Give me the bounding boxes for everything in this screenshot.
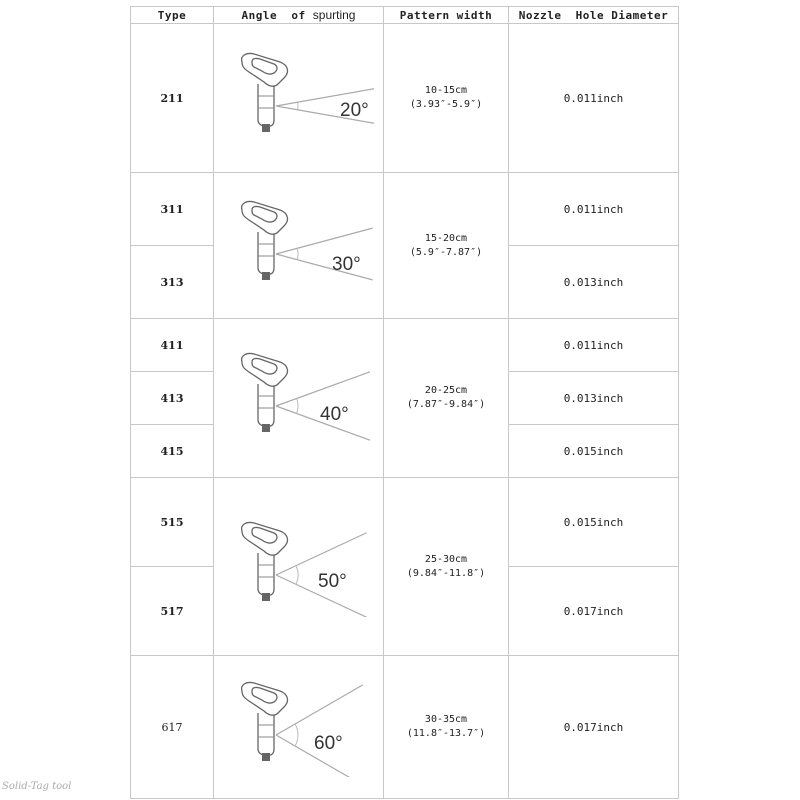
diameter-cell: 0.011inch — [509, 24, 679, 173]
diameter-cell: 0.015inch — [509, 425, 679, 478]
diameter-cell: 0.017inch — [509, 656, 679, 799]
pattern-width-inch: (9.84″-11.8″) — [406, 567, 486, 579]
diameter-cell: 0.017inch — [509, 567, 679, 656]
table-row — [131, 24, 679, 173]
pattern-width-cell — [384, 319, 509, 478]
angle-cell — [214, 319, 384, 478]
pattern-width-cell — [384, 24, 509, 173]
table-row — [131, 656, 679, 799]
header-angle — [214, 7, 384, 24]
pattern-width-cm: 25-30cm — [424, 553, 468, 565]
type-cell: 617 — [131, 656, 214, 799]
type-cell: 515 — [131, 478, 214, 567]
pattern-width-cell — [384, 173, 509, 319]
nozzle-body — [241, 201, 287, 280]
diameter-cell: 0.011inch — [509, 173, 679, 246]
table-row — [131, 319, 679, 372]
angle-cell — [214, 24, 384, 173]
nozzle-body — [241, 353, 287, 432]
watermark: Solid-Tag tool — [2, 781, 72, 792]
type-cell: 517 — [131, 567, 214, 656]
angle-label: 50° — [317, 570, 347, 592]
header-angle-prefix: Angle of — [241, 9, 306, 22]
pattern-width-cell — [384, 656, 509, 799]
angle-label: 40° — [319, 404, 349, 425]
pattern-width-inch: (7.87″-9.84″) — [406, 399, 486, 410]
angle-label: 30° — [331, 253, 361, 275]
pattern-width-cm: 15-20cm — [424, 232, 468, 244]
pattern-width-cm: 30-35cm — [424, 714, 468, 725]
spray-tip-icon — [224, 348, 374, 448]
angle-cell — [214, 656, 384, 799]
spray-tip-spec-table — [130, 6, 679, 799]
table-row — [131, 173, 679, 246]
angle-label: 60° — [313, 733, 343, 754]
type-cell: 411 — [131, 319, 214, 372]
header-angle-suffix: spurting — [312, 8, 356, 22]
spray-tip-icon — [224, 48, 374, 148]
header-nozzle-diameter: Nozzle Hole Diameter — [509, 7, 679, 24]
pattern-width-cell — [384, 478, 509, 656]
table-row — [131, 478, 679, 567]
spray-tip-icon — [224, 517, 374, 617]
diameter-cell: 0.015inch — [509, 478, 679, 567]
nozzle-body — [241, 522, 287, 601]
nozzle-body — [241, 682, 287, 761]
type-cell: 211 — [131, 24, 214, 173]
type-cell: 311 — [131, 173, 214, 246]
pattern-width-inch: (3.93″-5.9″) — [409, 99, 483, 110]
header-type: Type — [131, 7, 214, 24]
type-cell: 313 — [131, 246, 214, 319]
header-row — [131, 7, 679, 24]
nozzle-body — [241, 53, 287, 132]
pattern-width-inch: (11.8″-13.7″) — [406, 728, 486, 739]
angle-cell — [214, 478, 384, 656]
pattern-width-inch: (5.9″-7.87″) — [409, 246, 483, 258]
angle-cell — [214, 173, 384, 319]
diameter-cell: 0.013inch — [509, 372, 679, 425]
type-cell: 413 — [131, 372, 214, 425]
spray-tip-icon — [224, 196, 374, 296]
pattern-width-cm: 20-25cm — [424, 385, 468, 396]
pattern-width-cm: 10-15cm — [424, 85, 468, 96]
angle-label: 20° — [339, 100, 369, 121]
spray-fan — [276, 685, 363, 777]
diameter-cell: 0.013inch — [509, 246, 679, 319]
spray-tip-icon — [224, 677, 374, 777]
type-cell: 415 — [131, 425, 214, 478]
header-pattern-width: Pattern width — [384, 7, 509, 24]
diameter-cell: 0.011inch — [509, 319, 679, 372]
